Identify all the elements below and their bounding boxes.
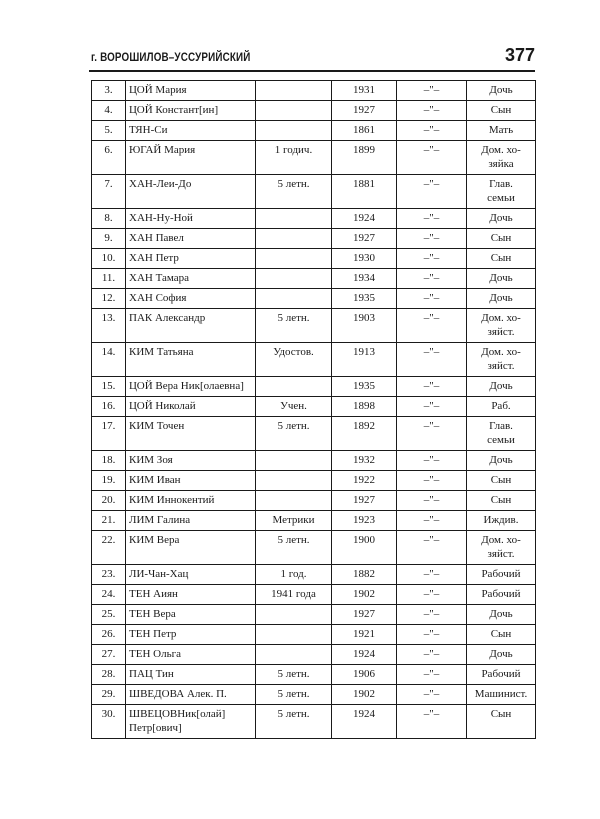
cell-ditto: –"– [397,531,467,565]
cell-ditto: –"– [397,417,467,451]
cell-number: 16. [92,397,126,417]
cell-relation: Дом. хо- зяйст. [467,309,536,343]
cell-birth-year: 1898 [332,397,397,417]
table-row [92,175,536,209]
cell-document [256,121,332,141]
cell-relation: Машинист. [467,685,536,705]
cell-number: 19. [92,471,126,491]
cell-document: Учен. [256,397,332,417]
cell-document: 5 летн. [256,531,332,565]
cell-ditto: –"– [397,269,467,289]
cell-birth-year: 1921 [332,625,397,645]
cell-number: 27. [92,645,126,665]
table-row [92,585,536,605]
cell-relation: Сын [467,101,536,121]
cell-number: 8. [92,209,126,229]
cell-name: КИМ Зоя [126,451,256,471]
cell-ditto: –"– [397,343,467,377]
cell-document [256,605,332,625]
cell-relation: Дочь [467,645,536,665]
cell-name: ХАН София [126,289,256,309]
table-row [92,229,536,249]
cell-name: ЦОЙ Констант[ин] [126,101,256,121]
cell-name: КИМ Иван [126,471,256,491]
table-row [92,417,536,451]
cell-name: ЦОЙ Мария [126,81,256,101]
cell-relation: Раб. [467,397,536,417]
cell-ditto: –"– [397,491,467,511]
cell-birth-year: 1932 [332,451,397,471]
cell-name: ШВЕЦОВНик[олай] Петр[ович] [126,705,256,739]
cell-birth-year: 1934 [332,269,397,289]
cell-document [256,625,332,645]
table-row [92,343,536,377]
cell-name: ХАН-Ну-Ной [126,209,256,229]
cell-name: ТЕН Аиян [126,585,256,605]
cell-document [256,81,332,101]
table-row [92,705,536,739]
cell-number: 4. [92,101,126,121]
cell-number: 21. [92,511,126,531]
table-row [92,249,536,269]
cell-birth-year: 1931 [332,81,397,101]
cell-relation: Глав. семьи [467,417,536,451]
cell-name: ХАН Тамара [126,269,256,289]
cell-number: 13. [92,309,126,343]
table-row [92,141,536,175]
cell-birth-year: 1903 [332,309,397,343]
cell-ditto: –"– [397,141,467,175]
cell-name: ЛИ-Чан-Хац [126,565,256,585]
cell-document: Метрики [256,511,332,531]
cell-ditto: –"– [397,585,467,605]
cell-name: КИМ Точен [126,417,256,451]
table-row [92,625,536,645]
table-row [92,665,536,685]
cell-number: 24. [92,585,126,605]
cell-birth-year: 1924 [332,705,397,739]
cell-ditto: –"– [397,309,467,343]
cell-number: 18. [92,451,126,471]
cell-name: ЛИМ Галина [126,511,256,531]
cell-relation: Мать [467,121,536,141]
cell-document [256,269,332,289]
register-table [91,80,536,739]
cell-ditto: –"– [397,377,467,397]
cell-relation: Глав. семьи [467,175,536,209]
cell-name: ЦОЙ Николай [126,397,256,417]
cell-name: ТЕН Вера [126,605,256,625]
table-row [92,397,536,417]
cell-document [256,471,332,491]
cell-ditto: –"– [397,209,467,229]
cell-ditto: –"– [397,665,467,685]
cell-relation: Дочь [467,209,536,229]
cell-document [256,249,332,269]
cell-name: ТЕН Ольга [126,645,256,665]
cell-birth-year: 1892 [332,417,397,451]
cell-ditto: –"– [397,565,467,585]
running-title: г. ВОРОШИЛОВ–УССУРИЙСКИЙ [91,50,251,64]
cell-name: КИМ Иннокентий [126,491,256,511]
cell-birth-year: 1924 [332,645,397,665]
cell-birth-year: 1935 [332,377,397,397]
cell-number: 25. [92,605,126,625]
cell-document: Удостов. [256,343,332,377]
cell-ditto: –"– [397,175,467,209]
cell-name: ПАК Александр [126,309,256,343]
table-row [92,531,536,565]
cell-name: КИМ Вера [126,531,256,565]
cell-name: КИМ Татьяна [126,343,256,377]
table-row [92,511,536,531]
cell-relation: Иждив. [467,511,536,531]
cell-name: ШВЕДОВА Алек. П. [126,685,256,705]
cell-document: 5 летн. [256,175,332,209]
cell-relation: Дочь [467,269,536,289]
cell-document [256,377,332,397]
table-row [92,309,536,343]
table-row [92,605,536,625]
cell-relation: Дом. хо- зяйст. [467,343,536,377]
table-row [92,101,536,121]
cell-birth-year: 1927 [332,229,397,249]
cell-ditto: –"– [397,121,467,141]
cell-name: ЮГАЙ Мария [126,141,256,175]
cell-number: 26. [92,625,126,645]
cell-birth-year: 1935 [332,289,397,309]
table-row [92,377,536,397]
cell-ditto: –"– [397,289,467,309]
cell-relation: Сын [467,249,536,269]
cell-relation: Дочь [467,81,536,101]
cell-name: ХАН-Леи-До [126,175,256,209]
cell-name: ТЯН-Си [126,121,256,141]
cell-name: ТЕН Петр [126,625,256,645]
cell-number: 10. [92,249,126,269]
cell-birth-year: 1927 [332,605,397,625]
cell-relation: Рабочий [467,565,536,585]
cell-birth-year: 1924 [332,209,397,229]
cell-birth-year: 1927 [332,491,397,511]
table-row [92,81,536,101]
cell-document: 5 летн. [256,417,332,451]
cell-relation: Сын [467,229,536,249]
cell-document [256,491,332,511]
cell-relation: Сын [467,625,536,645]
cell-document: 5 летн. [256,665,332,685]
cell-name: ХАН Петр [126,249,256,269]
cell-document [256,101,332,121]
cell-ditto: –"– [397,101,467,121]
cell-ditto: –"– [397,451,467,471]
cell-relation: Дочь [467,605,536,625]
cell-number: 3. [92,81,126,101]
cell-ditto: –"– [397,685,467,705]
cell-relation: Сын [467,705,536,739]
cell-number: 28. [92,665,126,685]
cell-birth-year: 1923 [332,511,397,531]
cell-document [256,229,332,249]
cell-birth-year: 1927 [332,101,397,121]
cell-document: 5 летн. [256,309,332,343]
cell-document: 5 летн. [256,705,332,739]
cell-document [256,451,332,471]
table-row [92,685,536,705]
table-row [92,565,536,585]
cell-name: ПАЦ Тин [126,665,256,685]
table-row [92,471,536,491]
cell-document: 1 годич. [256,141,332,175]
table-row [92,209,536,229]
cell-document [256,209,332,229]
cell-ditto: –"– [397,605,467,625]
cell-birth-year: 1861 [332,121,397,141]
cell-birth-year: 1922 [332,471,397,491]
cell-ditto: –"– [397,397,467,417]
cell-document: 5 летн. [256,685,332,705]
cell-number: 14. [92,343,126,377]
cell-number: 30. [92,705,126,739]
cell-number: 22. [92,531,126,565]
table-row [92,289,536,309]
cell-birth-year: 1900 [332,531,397,565]
cell-relation: Сын [467,491,536,511]
cell-ditto: –"– [397,471,467,491]
cell-relation: Дом. хо- зяйка [467,141,536,175]
table-row [92,269,536,289]
cell-number: 20. [92,491,126,511]
cell-name: ХАН Павел [126,229,256,249]
cell-ditto: –"– [397,625,467,645]
cell-ditto: –"– [397,229,467,249]
cell-ditto: –"– [397,705,467,739]
cell-birth-year: 1902 [332,685,397,705]
cell-birth-year: 1913 [332,343,397,377]
cell-number: 17. [92,417,126,451]
table-row [92,451,536,471]
cell-birth-year: 1902 [332,585,397,605]
cell-relation: Дочь [467,289,536,309]
cell-relation: Дочь [467,377,536,397]
cell-birth-year: 1899 [332,141,397,175]
cell-document [256,289,332,309]
cell-number: 9. [92,229,126,249]
table-row [92,491,536,511]
cell-relation: Сын [467,471,536,491]
cell-number: 12. [92,289,126,309]
table-body [92,81,536,739]
cell-relation: Рабочий [467,585,536,605]
cell-number: 29. [92,685,126,705]
cell-birth-year: 1881 [332,175,397,209]
page-header [89,40,535,72]
cell-relation: Рабочий [467,665,536,685]
cell-ditto: –"– [397,81,467,101]
cell-document: 1941 года [256,585,332,605]
cell-document: 1 год. [256,565,332,585]
cell-number: 23. [92,565,126,585]
cell-birth-year: 1930 [332,249,397,269]
cell-name: ЦОЙ Вера Ник[олаевна] [126,377,256,397]
table-row [92,121,536,141]
cell-document [256,645,332,665]
cell-ditto: –"– [397,645,467,665]
cell-relation: Дом. хо- зяйст. [467,531,536,565]
cell-number: 11. [92,269,126,289]
cell-birth-year: 1906 [332,665,397,685]
cell-birth-year: 1882 [332,565,397,585]
cell-number: 15. [92,377,126,397]
page-number: 377 [504,45,535,65]
cell-number: 5. [92,121,126,141]
cell-number: 7. [92,175,126,209]
cell-ditto: –"– [397,249,467,269]
table-row [92,645,536,665]
cell-ditto: –"– [397,511,467,531]
cell-relation: Дочь [467,451,536,471]
cell-number: 6. [92,141,126,175]
